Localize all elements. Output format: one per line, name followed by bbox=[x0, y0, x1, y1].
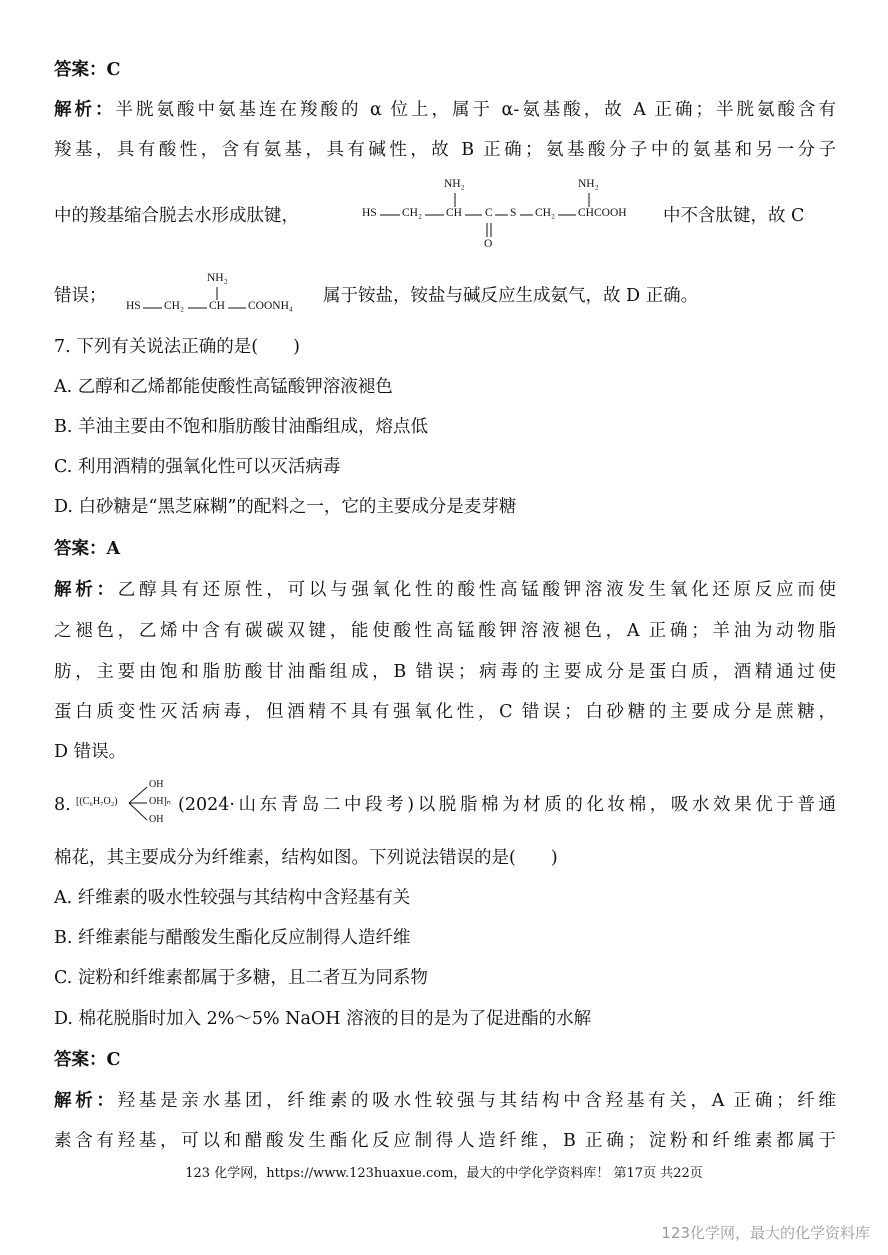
q7-analysis-line-5: D 错误。 bbox=[54, 742, 127, 762]
q6-analysis-line-4-lead: 错误； bbox=[54, 286, 107, 306]
q6-analysis-line-1: 解析：半胱氨酸中氨基连在羧酸的 α 位上，属于 α-氨基酸，故 A 正确；半胱氨酸含有 bbox=[54, 100, 836, 120]
q8-option-d: D. 棉花脱脂时加入 2%～5% NaOH 溶液的目的是为了促进酯的水解 bbox=[54, 1009, 592, 1029]
formula1-hs: HS bbox=[362, 207, 377, 219]
q7-analysis-line-4: 蛋白质变性灭活病毒，但酒精不具有强氧化性，C 错误；白砂糖的主要成分是蔗糖， bbox=[54, 702, 836, 722]
q8-option-c: C. 淀粉和纤维素都属于多糖，且二者互为同系物 bbox=[54, 968, 428, 988]
formula2-ch: CH bbox=[209, 300, 225, 312]
q8-number: 8. bbox=[54, 795, 71, 815]
q6-analysis-line-3: 中的羧基缩合脱去水形成肽键， bbox=[54, 206, 299, 226]
q6-analysis-line-2: 羧基，具有酸性，含有氨基，具有碱性，故 B 正确；氨基酸分子中的氨基和另一分子 bbox=[54, 140, 836, 160]
formula1-o: O bbox=[484, 238, 493, 250]
q7-analysis-line-2: 之褪色，乙烯中含有碳碳双键，能使酸性高锰酸钾溶液褪色，A 正确；羊油为动物脂 bbox=[54, 621, 836, 641]
formula1-ch2-b: CH₂ bbox=[535, 207, 555, 219]
formula2-coonh4: COONH₄ bbox=[248, 300, 293, 312]
q8-analysis-line-1: 解析：羟基是亲水基团，纤维素的吸水性较强与其结构中含羟基有关，A 正确；纤维 bbox=[54, 1091, 837, 1111]
q8-stem-line-2: 棉花，其主要成分为纤维素，结构如图。下列说法错误的是( ) bbox=[54, 848, 558, 868]
formula2-nh2: NH₂ bbox=[207, 272, 228, 284]
formula1-ch2-a: CH₂ bbox=[402, 207, 422, 219]
formula1-ch: CH bbox=[446, 207, 462, 219]
cellulose-left: [(C₆H₇O₂) bbox=[76, 796, 118, 807]
q7-analysis-line-3: 肪，主要由饱和脂肪酸甘油酯组成，B 错误；病毒的主要成分是蛋白质，酒精通过使 bbox=[54, 662, 836, 682]
q7-analysis-line-1: 解析：乙醇具有还原性，可以与强氧化性的酸性高锰酸钾溶液发生氧化还原反应而使 bbox=[54, 580, 837, 600]
q8-option-a: A. 纤维素的吸水性较强与其结构中含羟基有关 bbox=[54, 888, 411, 908]
formula2-ch2: CH₂ bbox=[164, 300, 184, 312]
cellulose-oh-top: OH bbox=[149, 779, 164, 790]
q7-option-b: B. 羊油主要由不饱和脂肪酸甘油酯组成，熔点低 bbox=[54, 417, 428, 437]
q6-analysis-line-4-tail: 属于铵盐，铵盐与碱反应生成氨气，故 D 正确。 bbox=[323, 286, 699, 306]
formula2-hs: HS bbox=[126, 300, 141, 312]
page-footer: 123 化学网，https://www.123huaxue.com，最大的中学化学资料库！ 第17页 共22页 bbox=[185, 1166, 703, 1181]
q8-stem-line-1: (2024·山东青岛二中段考)以脱脂棉为材质的化妆棉，吸水效果优于普通 bbox=[178, 795, 836, 815]
q7-option-c: C. 利用酒精的强氧化性可以灭活病毒 bbox=[54, 457, 341, 477]
q8-answer: 答案：C bbox=[54, 1050, 121, 1070]
q7-option-d: D. 白砂糖是“黑芝麻糊”的配料之一，它的主要成分是麦芽糖 bbox=[54, 497, 517, 517]
q8-option-b: B. 纤维素能与醋酸发生酯化反应制得人造纤维 bbox=[54, 928, 411, 948]
q8-analysis-line-2: 素含有羟基，可以和醋酸发生酯化反应制得人造纤维，B 正确；淀粉和纤维素都属于 bbox=[54, 1131, 836, 1151]
q7-option-a: A. 乙醇和乙烯都能使酸性高锰酸钾溶液褪色 bbox=[54, 377, 393, 397]
watermark: 123化学网，最大的化学资料库 bbox=[661, 1224, 870, 1242]
q7-answer: 答案：A bbox=[54, 539, 121, 559]
cellulose-oh-bot: OH bbox=[149, 814, 164, 825]
q7-stem: 7. 下列有关说法正确的是( ) bbox=[54, 337, 300, 357]
q6-answer: 答案：C bbox=[54, 60, 121, 80]
formula1-chcooh: CHCOOH bbox=[578, 207, 627, 219]
q6-analysis-line-3-tail: 中不含肽键，故 C bbox=[663, 206, 805, 226]
formula1-c: C bbox=[485, 207, 493, 219]
cellulose-oh-mid: OH]ₙ bbox=[149, 796, 171, 807]
formula1-nh2-a: NH₂ bbox=[444, 178, 465, 190]
formula1-s: S bbox=[510, 207, 517, 219]
formula1-nh2-b: NH₂ bbox=[578, 178, 599, 190]
